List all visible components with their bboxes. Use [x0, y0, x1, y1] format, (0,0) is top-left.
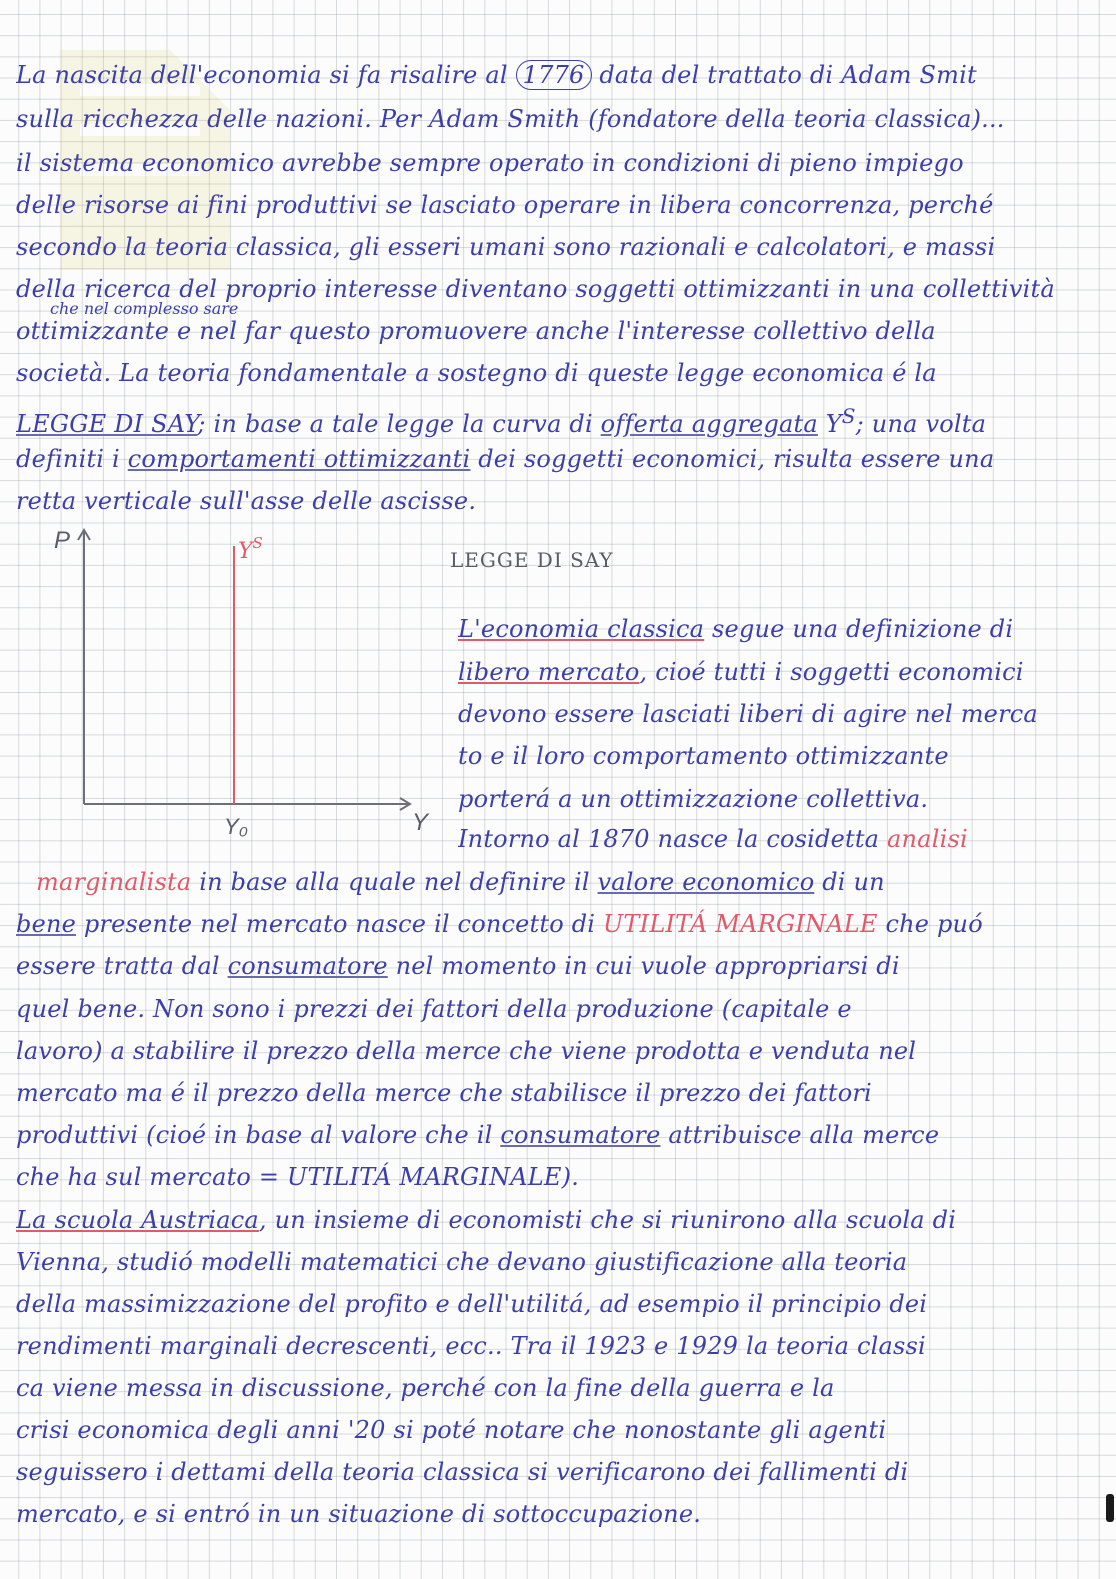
text-line-16: lavoro) a stabilire il prezzo della merce che viene prodotta e venduta nel: [16, 1037, 917, 1065]
text-line-26: seguissero i dettami della teoria classica si verificarono dei fallimenti di: [16, 1458, 909, 1486]
red-term: UTILITÁ MARGINALE: [603, 910, 878, 938]
text-line-20: [16, 1205, 1101, 1235]
x-axis-label: Y: [412, 809, 429, 836]
underlined-term: consumatore: [227, 952, 388, 980]
text-segment: ; una volta: [855, 410, 987, 438]
underlined-term: valore economico: [597, 868, 815, 896]
text-line-9: [16, 401, 1101, 439]
text-line-18: [16, 1120, 1101, 1150]
underlined-term: L'economia classica: [458, 615, 705, 643]
tick-label-y0: Y₀: [224, 814, 248, 839]
text-line-3: il sistema economico avrebbe sempre operato in condizioni di pieno impiego: [16, 149, 964, 177]
text-segment: definiti i: [16, 445, 128, 473]
text-segment: Intorno al 1870 nasce la cosidetta: [458, 825, 888, 853]
page-edge-mark: [1106, 1494, 1114, 1522]
y-axis-label: P: [54, 527, 71, 554]
text-segment: dei soggetti economici, risulta essere una: [470, 445, 995, 473]
text-line-1: [16, 60, 1101, 90]
text-segment: produttivi (cioé in base al valore che il: [16, 1121, 501, 1149]
text-line-4: delle risorse ai fini produttivi se lasciato operare in libera concorrenza, perché: [16, 191, 994, 219]
text-segment: Y: [817, 410, 842, 438]
text-line-12: [36, 867, 1101, 897]
curve-label-main: Y: [238, 539, 253, 564]
text-line-17: mercato ma é il prezzo della merce che stabilisce il prezzo dei fattori: [16, 1079, 872, 1107]
text-segment: di un: [814, 868, 885, 896]
underlined-term: libero mercato: [458, 658, 640, 686]
underlined-term: La scuola Austriaca: [16, 1206, 259, 1234]
text-segment: nel momento in cui vuole appropriarsi di: [387, 952, 900, 980]
underlined-term: LEGGE DI SAY: [16, 410, 198, 438]
text-line-11: retta verticale sull'asse delle ascisse.: [16, 487, 477, 515]
text-line-22: della massimizzazione del profito e dell'utilitá, ad esempio il principio dei: [16, 1290, 928, 1318]
underlined-term: consumatore: [500, 1121, 661, 1149]
text-segment: che puó: [877, 910, 983, 938]
text-segment: ; in base a tale legge la curva di: [197, 410, 601, 438]
text-segment: in base alla quale nel definire il: [191, 868, 598, 896]
text-line-23: rendimenti marginali decrescenti, ecc.. Tra il 1923 e 1929 la teoria classi: [16, 1332, 926, 1360]
text-line-5: secondo la teoria classica, gli esseri umani sono razionali e calcolatori, e massi: [16, 233, 996, 261]
text-segment: presente nel mercato nasce il concetto di: [76, 910, 603, 938]
say-line-6: [458, 824, 1098, 854]
text-line-10: [16, 444, 1101, 474]
say-line-2: [458, 657, 1098, 687]
say-heading: LEGGE DI SAY: [450, 548, 614, 572]
underlined-term: offerta aggregata: [600, 410, 818, 438]
text-segment: , cioé tutti i soggetti economici: [639, 658, 1024, 686]
circled-year: 1776: [516, 60, 592, 90]
text-line-7: ottimizzante e nel far questo promuovere anche l'interesse collettivo della: [16, 317, 936, 345]
red-term: analisi: [887, 825, 968, 853]
say-line-5: porterá a un ottimizzazione collettiva.: [458, 785, 929, 813]
interline-note: che nel complesso sare: [50, 299, 239, 318]
text-segment: data del trattato di Adam Smit: [591, 61, 977, 89]
text-line-25: crisi economica degli anni '20 si poté notare che nonostante gli agenti: [16, 1416, 887, 1444]
say-line-4: to e il loro comportamento ottimizzante: [458, 742, 949, 770]
curve-label-sup: S: [252, 534, 263, 552]
say-line-1: [458, 614, 1098, 644]
underlined-term: comportamenti ottimizzanti: [127, 445, 471, 473]
text-line-24: ca viene messa in discussione, perché con la fine della guerra e la: [16, 1374, 835, 1402]
text-line-27: mercato, e si entró in un situazione di sottoccupazione.: [16, 1500, 702, 1528]
red-term: marginalista: [36, 868, 192, 896]
say-law-graph: [40, 524, 440, 844]
text-line-13: [16, 909, 1101, 939]
superscript: S: [841, 404, 856, 428]
underlined-term: bene: [16, 910, 77, 938]
text-segment: attribuisce alla merce: [660, 1121, 940, 1149]
text-line-2: sulla ricchezza delle nazioni. Per Adam Smith (fondatore della teoria classica)...: [16, 105, 1005, 133]
text-line-19: che ha sul mercato = UTILITÁ MARGINALE).: [16, 1163, 580, 1191]
text-line-21: Vienna, studió modelli matematici che devano giustificazione alla teoria: [16, 1248, 908, 1276]
curve-label: [238, 534, 263, 564]
say-line-3: devono essere lasciati liberi di agire nel merca: [458, 700, 1038, 728]
text-line-14: [16, 951, 1101, 981]
text-segment: essere tratta dal: [16, 952, 228, 980]
text-segment: , un insieme di economisti che si riunirono alla scuola di: [258, 1206, 957, 1234]
text-line-8: società. La teoria fondamentale a sostegno di queste legge economica é la: [16, 359, 937, 387]
text-segment: segue una definizione di: [704, 615, 1014, 643]
text-line-6: della ricerca del proprio interesse diventano soggetti ottimizzanti in una collettività: [16, 275, 1055, 303]
text-line-15: quel bene. Non sono i prezzi dei fattori della produzione (capitale e: [16, 995, 852, 1023]
text-segment: La nascita dell'economia si fa risalire al: [16, 61, 516, 89]
